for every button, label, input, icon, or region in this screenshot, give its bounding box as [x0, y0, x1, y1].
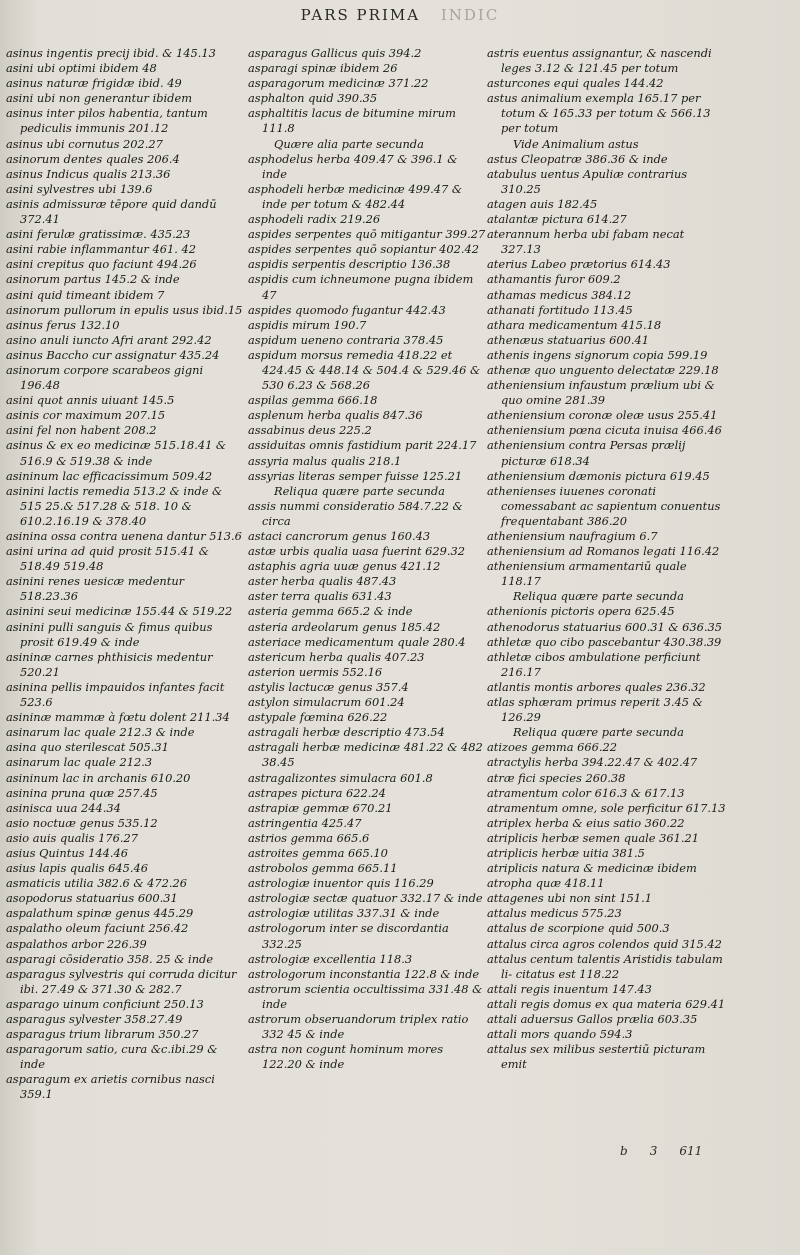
index-entry: asinus ferus 132.10: [6, 317, 120, 332]
index-entry: asius lapis qualis 645.46: [6, 861, 148, 876]
index-entry: asparagum ex arietis cornibus nasci 359.1: [6, 1072, 215, 1102]
index-entry: astragali herbæ descriptio 473.54: [248, 725, 445, 740]
index-entry: asini ubi non generantur ibidem: [6, 91, 192, 106]
index-entry: asteriace medicamentum quale 280.4: [248, 634, 466, 649]
index-entry: asini sylvestres ubi 139.6: [6, 181, 153, 196]
index-entry: astylis lactucæ genus 357.4: [248, 679, 409, 694]
index-entry: Quære alia parte secunda: [274, 136, 424, 151]
index-entry: astrologiæ inuentor quis 116.29: [248, 876, 434, 891]
index-entry: asini quot annis uiuant 145.5: [6, 393, 175, 408]
index-entry: atheniensium contra Persas prælij picturæ 618.34: [487, 438, 686, 468]
index-entry: asparagi spinæ ibidem 26: [248, 61, 398, 76]
index-entry: assabinus deus 225.2: [248, 423, 372, 438]
index-entry: asinina ossa contra uenena dantur 513.6: [6, 529, 242, 543]
index-entry: asinorum dentes quales 206.4: [6, 151, 180, 166]
index-entry: asius Quintus 144.46: [6, 845, 128, 860]
index-entry: asio auis qualis 176.27: [6, 830, 139, 845]
page-footer: [620, 1144, 740, 1158]
index-entry: athara medicamentum 415.18: [487, 317, 662, 332]
index-entry: atalantæ pictura 614.27: [487, 212, 627, 227]
index-entry: astrapiæ gemmæ 670.21: [248, 800, 393, 815]
index-entry: asturcones equi quales 144.42: [487, 76, 664, 91]
index-entry: astrapes pictura 622.24: [248, 785, 386, 800]
index-entry: aterannum herba ubi fabam necat 327.13: [487, 227, 685, 257]
index-entry: atheniensium ad Romanos legati 116.42: [487, 544, 720, 559]
index-entry: asphalton quid 390.35: [248, 91, 378, 106]
index-entry: athenodorus statuarius 600.31 & 636.35: [487, 619, 722, 634]
running-head-faint: INDIC: [440, 6, 500, 24]
index-entry: astylon simulacrum 601.24: [248, 695, 405, 710]
index-entry: asinus ingentis precij ibid. & 145.13: [6, 46, 216, 60]
index-entry: attagenes ubi non sint 151.1: [487, 891, 652, 906]
index-entry: asparagorum medicinæ 371.22: [248, 76, 429, 91]
index-entry: atagen auis 182.45: [487, 196, 598, 211]
index-entry: aspalathos arbor 226.39: [6, 936, 147, 951]
index-entry: attalus medicus 575.23: [487, 906, 622, 921]
index-entry: aspidis cum ichneumone pugna ibidem 47: [248, 272, 474, 302]
index-entry: aspidis serpentis descriptio 136.38: [248, 257, 451, 272]
index-entry: asparagorum satio, cura &c.ibi.29 & inde: [6, 1042, 218, 1072]
index-entry: astericum herba qualis 407.23: [248, 649, 425, 664]
index-entry: asparagi cōsideratio 358. 25 & inde: [6, 951, 214, 966]
index-entry: aterius Labeo prætorius 614.43: [487, 257, 671, 272]
running-head-title: PARS PRIMA: [300, 6, 421, 24]
index-entry: attalus de scorpione quid 500.3: [487, 921, 670, 936]
index-entry: asio noctuæ genus 535.12: [6, 815, 158, 830]
index-entry: atropha quæ 418.11: [487, 876, 605, 891]
index-entry: asininum lac in archanis 610.20: [6, 770, 191, 785]
index-entry: aspidum morsus remedia 418.22 et 424.45 & 448.14 & 504.4 & 529.46 & 530 6.23 & 568.26: [248, 347, 481, 393]
index-entry: asphodeli herbæ medicinæ 499.47 & inde per totum & 482.44: [248, 181, 462, 211]
index-entry: atramentum color 616.3 & 617.13: [487, 785, 685, 800]
index-entry: Reliqua quære parte secunda: [513, 725, 684, 740]
index-entry: asini fel non habent 208.2: [6, 423, 157, 438]
index-entry: assyria malus qualis 218.1: [248, 453, 402, 468]
index-entry: asinorum partus 145.2 & inde: [6, 272, 180, 287]
index-entry: astra non cogunt hominum mores 122.20 & inde: [248, 1042, 444, 1072]
index-entry: athletæ quo cibo pascebantur 430.38.39: [487, 634, 722, 649]
index-entry: astrologiæ excellentia 118.3: [248, 951, 413, 966]
index-entry: asinorum pullorum in epulis usus ibid.15: [6, 302, 243, 317]
index-entry: astringentia 425.47: [248, 815, 362, 830]
index-entry: asina quo sterilescat 505.31: [6, 740, 169, 755]
index-entry: attali regis inuentum 147.43: [487, 981, 652, 996]
index-entry: aster terra qualis 631.43: [248, 589, 392, 604]
index-entry: asininæ mammæ à fœtu dolent 211.34: [6, 710, 230, 725]
index-entry: asinina pellis impauidos infantes facit 523.6: [6, 679, 225, 710]
index-entry: astrologorum inconstantia 122.8 & inde: [248, 966, 480, 981]
index-column-middle: [248, 46, 486, 1072]
index-entry: asinisca uua 244.34: [6, 800, 121, 815]
index-entry: Reliqua quære parte secunda: [513, 589, 684, 604]
index-entry: astragalizontes simulacra 601.8: [248, 770, 433, 785]
index-entry: atlas sphæram primus reperit 3.45 & 126.29: [487, 695, 703, 725]
index-entry: astrologorum inter se discordantia 332.25: [248, 921, 449, 951]
index-entry: aspides serpentes quō sopiantur 402.42: [248, 242, 479, 257]
index-entry: asinarum lac quale 212.3: [6, 755, 153, 770]
index-entry: asphaltitis lacus de bitumine mirum 111.8: [248, 106, 456, 136]
index-entry: asinus & ex eo medicinæ 515.18.41 & 516.9 & 519.38 & inde: [6, 438, 227, 468]
index-entry: asinorum corpore scarabeos gigni 196.48: [6, 362, 204, 393]
index-entry: asini ferulæ gratissimæ. 435.23: [6, 227, 191, 242]
index-entry: atheniensium infaustum prælium ubi & quo omine 281.39: [487, 378, 715, 408]
index-entry: aspides serpentes quō mitigantur 399.27: [248, 227, 486, 242]
index-entry: astrios gemma 665.6: [248, 830, 370, 845]
index-entry: astaphis agria uuæ genus 421.12: [248, 559, 441, 574]
index-entry: Reliqua quære parte secunda: [274, 483, 445, 498]
index-entry: asparagus Gallicus quis 394.2: [248, 46, 422, 60]
index-entry: astrobolos gemma 665.11: [248, 861, 398, 876]
index-entry: asinis cor maximum 207.15: [6, 408, 166, 423]
index-entry: athenæus statuarius 600.41: [487, 332, 649, 347]
index-entry: asphodeli radix 219.26: [248, 212, 381, 227]
signature-mark: b: [620, 1144, 628, 1158]
index-entry: athenæ quo unguento delectatæ 229.18: [487, 362, 719, 377]
index-entry: asinis admissuræ tēpore quid dandū 372.41: [6, 196, 217, 227]
index-entry: astrorum scientia occultissima 331.48 & inde: [248, 981, 483, 1011]
index-entry: athletæ cibos ambulatione perficiunt 216.17: [487, 649, 701, 679]
index-entry: atriplicis herbæ semen quale 361.21: [487, 830, 700, 845]
index-entry: asinarum lac quale 212.3 & inde: [6, 725, 195, 740]
index-entry: asinini renes uesicæ medentur 518.23.36: [6, 574, 185, 604]
index-entry: atlantis montis arbores quales 236.32: [487, 679, 706, 694]
index-entry: attalus centum talentis Aristidis tabulam li- citatus est 118.22: [487, 951, 723, 981]
index-entry: assis nummi consideratio 584.7.22 & circa: [248, 498, 463, 528]
index-entry: asinini seui medicinæ 155.44 & 519.22: [6, 604, 233, 619]
index-entry: atriplicis natura & medicinæ ibidem: [487, 861, 697, 876]
index-entry: astrologiæ sectæ quatuor 332.17 & inde: [248, 891, 483, 906]
index-entry: asterion uermis 552.16: [248, 664, 383, 679]
index-entry: aspalathum spinæ genus 445.29: [6, 906, 194, 921]
index-entry: asopodorus statuarius 600.31: [6, 891, 178, 906]
index-entry: assyrias literas semper fuisse 125.21: [248, 468, 463, 483]
index-entry: atractylis herba 394.22.47 & 402.47: [487, 755, 698, 770]
index-entry: asini quid timeant ibidem 7: [6, 287, 165, 302]
index-entry: astus animalium exempla 165.17 per totum & 165.33 per totum & 566.13 per totum: [487, 91, 711, 136]
index-entry: aspidum ueneno contraria 378.45: [248, 332, 444, 347]
index-entry: athenienses iuuenes coronati comessabant ac sapientum conuentus frequentabant 386.20: [487, 483, 721, 528]
index-entry: asinus Baccho cur assignatur 435.24: [6, 347, 220, 362]
index-entry: astrorum obseruandorum triplex ratio 332 45 & inde: [248, 1012, 469, 1042]
index-entry: Vide Animalium astus: [513, 136, 639, 151]
index-entry: asphodelus herba 409.47 & 396.1 & inde: [248, 151, 458, 181]
index-entry: aspides quomodo fugantur 442.43: [248, 302, 446, 317]
index-entry: atheniensium coronæ oleæ usus 255.41: [487, 408, 718, 423]
index-entry: assiduitas omnis fastidium parit 224.17: [248, 438, 477, 453]
index-entry: athamantis furor 609.2: [487, 272, 621, 287]
index-entry: asinus inter pilos habentia, tantum pediculis immunis 201.12: [6, 106, 208, 136]
index-entry: aspilas gemma 666.18: [248, 393, 378, 408]
index-entry: asplenum herba qualis 847.36: [248, 408, 423, 423]
index-entry: athenionis pictoris opera 625.45: [487, 604, 675, 619]
index-entry: athenis ingens signorum copia 599.19: [487, 347, 708, 362]
index-entry: athanati fortitudo 113.45: [487, 302, 633, 317]
signature-number: 3: [649, 1144, 658, 1158]
index-entry: atheniensium naufragium 6.7: [487, 529, 658, 543]
index-entry: asparago uinum conficiunt 250.13: [6, 996, 204, 1011]
running-head: [0, 6, 800, 24]
index-entry: asparagus sylvester 358.27.49: [6, 1012, 183, 1026]
index-entry: attalus sex milibus sestertiū picturam emit: [487, 1042, 706, 1072]
index-entry: atheniensium dæmonis pictura 619.45: [487, 468, 710, 483]
index-entry: atizoes gemma 666.22: [487, 740, 617, 755]
page-number: 611: [679, 1144, 703, 1158]
index-entry: attali aduersus Gallos prælia 603.35: [487, 1012, 698, 1026]
index-entry: atheniensium armamentariū quale 118.17: [487, 559, 687, 589]
index-entry: asinini lactis remedia 513.2 & inde & 515 25.& 517.28 & 518. 10 & 610.2.16.19 & 378.40: [6, 483, 223, 528]
index-entry: asini rabie inflammantur 461. 42: [6, 242, 196, 257]
index-entry: astrologiæ utilitas 337.31 & inde: [248, 906, 440, 921]
index-column-right: [487, 46, 727, 1072]
index-entry: astus Cleopatræ 386.36 & inde: [487, 151, 668, 166]
index-entry: attalus circa agros colendos quid 315.42: [487, 936, 722, 951]
index-entry: astypale fœmina 626.22: [248, 710, 388, 725]
index-entry: asinus naturæ frigidæ ibid. 49: [6, 76, 182, 91]
index-entry: atræ fici species 260.38: [487, 770, 626, 785]
index-entry: asini urina ad quid prosit 515.41 & 518.49 519.48: [6, 544, 209, 574]
index-entry: astris euentus assignantur, & nascendi leges 3.12 & 121.45 per totum: [487, 46, 712, 76]
index-entry: astæ urbis qualia uasa fuerint 629.32: [248, 544, 465, 559]
index-entry: asparagus sylvestris qui corruda dicitur ibi. 27.49 & 371.30 & 282.7: [6, 966, 237, 996]
index-entry: asteria gemma 665.2 & inde: [248, 604, 413, 619]
index-entry: atheniensium pœna cicuta inuisa 466.46: [487, 423, 722, 438]
index-entry: astragali herbæ medicinæ 481.22 & 482 38.45: [248, 740, 483, 770]
index-entry: aster herba qualis 487.43: [248, 574, 397, 589]
index-entry: attali regis domus ex qua materia 629.41: [487, 996, 726, 1011]
index-entry: asino anuli iuncto Afri arant 292.42: [6, 332, 212, 347]
index-entry: astroites gemma 665.10: [248, 845, 388, 860]
index-entry: aspalatho oleum faciunt 256.42: [6, 921, 189, 936]
index-entry: aspidis mirum 190.7: [248, 317, 367, 332]
index-entry: asinina pruna quæ 257.45: [6, 785, 158, 800]
index-entry: atriplex herba & eius satio 360.22: [487, 815, 685, 830]
index-entry: athamas medicus 384.12: [487, 287, 632, 302]
index-entry: attali mors quando 594.3: [487, 1027, 633, 1042]
index-entry: atriplicis herbæ uitia 381.5: [487, 845, 645, 860]
index-column-left: [6, 46, 244, 1103]
index-entry: asinini pulli sanguis & fimus quibus prosit 619.49 & inde: [6, 619, 213, 649]
index-entry: asini ubi optimi ibidem 48: [6, 61, 157, 76]
index-entry: asininæ carnes phthisicis medentur 520.21: [6, 649, 213, 679]
index-entry: asmaticis utilia 382.6 & 472.26: [6, 876, 188, 891]
index-entry: asinus ubi cornutus 202.27: [6, 136, 163, 151]
index-entry: asini crepitus quo faciunt 494.26: [6, 257, 197, 272]
index-entry: astaci cancrorum genus 160.43: [248, 529, 431, 543]
index-entry: asinus Indicus qualis 213.36: [6, 166, 171, 181]
index-entry: atramentum omne, sole perficitur 617.13: [487, 800, 726, 815]
index-entry: atabulus uentus Apuliæ contrarius 310.25: [487, 166, 688, 196]
index-entry: asparagus trium librarum 350.27: [6, 1027, 199, 1042]
index-entry: asininum lac efficacissimum 509.42: [6, 468, 213, 483]
index-entry: asteria ardeolarum genus 185.42: [248, 619, 441, 634]
